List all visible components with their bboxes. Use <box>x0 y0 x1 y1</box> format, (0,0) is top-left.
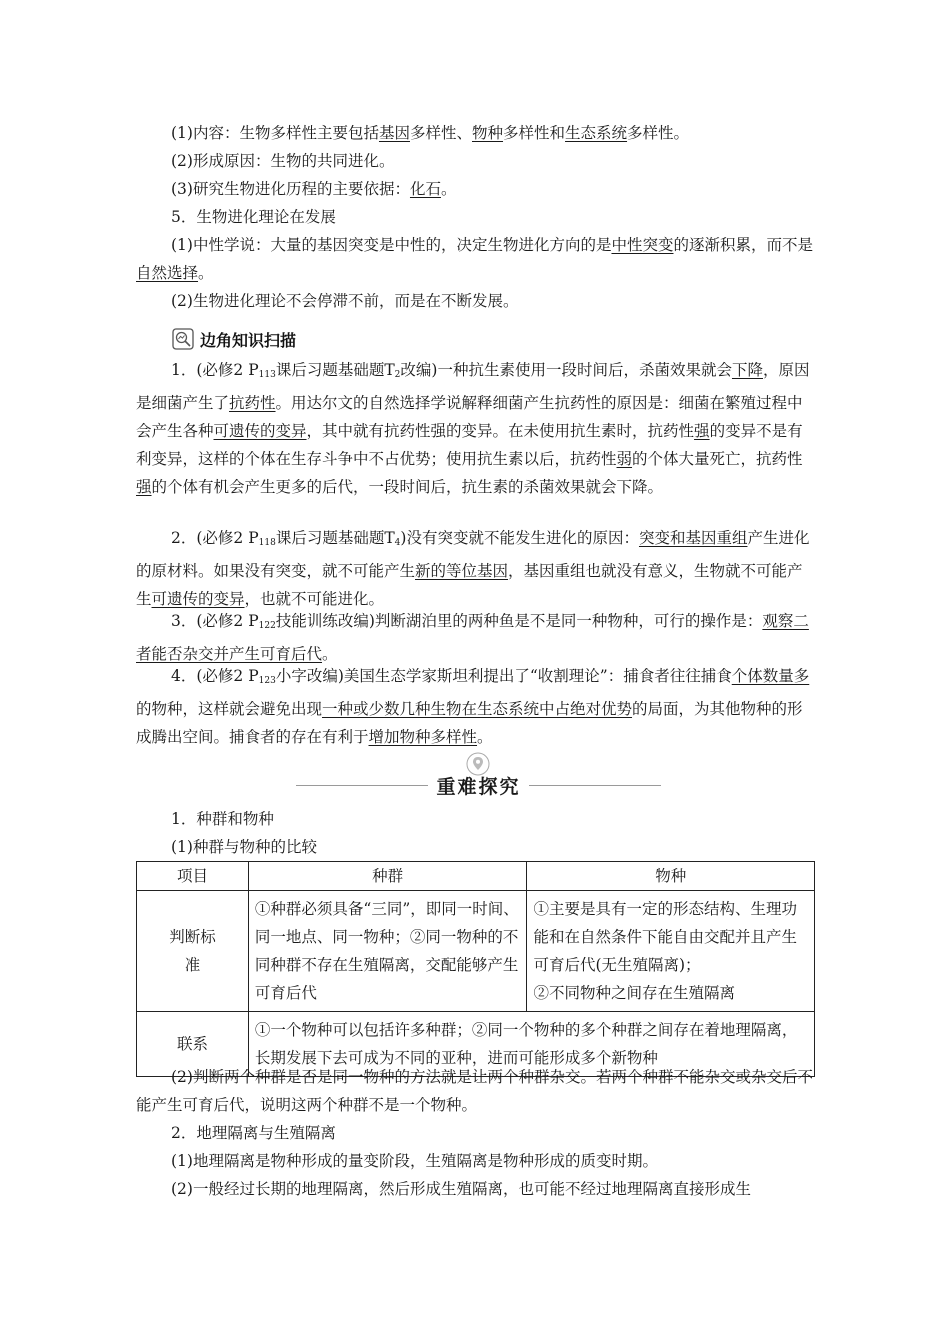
relation-label: 联系 <box>137 1012 249 1077</box>
population-species-table <box>136 861 815 1077</box>
species-population-heading: 1．种群和物种 <box>171 810 274 828</box>
isolation-point-2: (2)一般经过长期的地理隔离，然后形成生殖隔离，也可能不经过地理隔离直接形成生 <box>171 1180 751 1198</box>
relation-text: ①一个物种可以包括许多种群；②同一个物种的多个种群之间存在着地理隔离，长期发展下去可成为不同的亚种，进而可能形成多个新物种 <box>248 1012 814 1077</box>
corner-question-4: 4．(必修2 $P_{123}$小字改编)美国生态学家斯坦利提出了“收割理论”：捕食者往往捕食个体数量多的物种，这样就会避免出现一种或少数几种生物在生态系统中占绝对优势的局面，为其他物种的形成腾出空间。捕食者的存在有利于增加物种多样性。 <box>136 667 810 746</box>
magnifier-chart-icon <box>172 328 194 350</box>
point5-heading: 5．生物进化理论在发展 <box>171 208 336 226</box>
corner-question-1: 1．(必修2 $P_{113}$课后习题基础题$T_2$改编)一种抗生素使用一段时间后，杀菌效果就会下降，原因是细菌产生了抗药性。用达尔文的自然选择学说解释细菌产生抗药性的原因是：细菌在繁殖过程中会产生各种可遗传的变异，其中就有抗药性强的变异。在未使用抗生素时，抗药性强的变异不是有利变异，这样的个体在生存斗争中不占优势；使用抗生素以后，抗药性弱的个体大量死亡，抗药性强的个体有机会产生更多的后代，一段时间后，抗生素的杀菌效果就会下降。 <box>136 361 810 496</box>
corner-question-3: 3．(必修2 $P_{122}$技能训练改编)判断湖泊里的两种鱼是不是同一种物种，可行的操作是：观察二者能否杂交并产生可育后代。 <box>136 612 809 663</box>
neutral-theory-paragraph: (1)中性学说：大量的基因突变是中性的，决定生物进化方向的是中性突变的逐渐积累，而不是自然选择。 <box>136 236 813 282</box>
corner-knowledge-title: 边角知识扫描 <box>200 330 297 350</box>
population-criteria: ①种群必须具备“三同”，即同一时间、同一地点、同一物种；②同一物种的不同种群不存在生殖隔离，交配能够产生可育后代 <box>248 891 527 1012</box>
table-row <box>137 891 815 1012</box>
table-header-cell: 物种 <box>527 862 815 891</box>
theory-developing-line: (2)生物进化理论不会停滞不前，而是在不断发展。 <box>171 292 519 310</box>
table-header-cell: 种群 <box>248 862 527 891</box>
key-difficult-banner <box>296 752 661 802</box>
corner-question-2: 2．(必修2 $P_{118}$课后习题基础题$T_4$)没有突变就不能发生进化的原因：突变和基因重组产生进化的原材料。如果没有突变，就不可能产生新的等位基因，基因重组也就没有意义，生物就不可能产生可遗传的变异，也就不可能进化。 <box>136 529 810 608</box>
species-criteria: ①主要是具有一定的形态结构、生理功能和在自然条件下能自由交配并且产生可育后代(无生殖隔离)； ②不同物种之间存在生殖隔离 <box>527 891 815 1012</box>
criteria-label: 判断标准 <box>137 891 249 1012</box>
formation-cause-line: (2)形成原因：生物的共同进化。 <box>171 152 395 170</box>
table-header-cell: 项目 <box>137 862 249 891</box>
hybridization-method-paragraph: (2)判断两个种群是否是同一物种的方法就是让两个种群杂交。若两个种群不能杂交或杂交后不能产生可育后代，说明这两个种群不是一个物种。 <box>136 1068 813 1114</box>
isolation-point-1: (1)地理隔离是物种形成的量变阶段，生殖隔离是物种形成的质变时期。 <box>171 1152 658 1170</box>
table-header-row <box>137 862 815 891</box>
diversity-content-line: (1)内容：生物多样性主要包括基因多样性、物种多样性和生态系统多样性。 <box>171 124 690 142</box>
isolation-heading: 2．地理隔离与生殖隔离 <box>171 1124 336 1142</box>
corner-knowledge-header <box>172 326 296 352</box>
evidence-line: (3)研究生物进化历程的主要依据：化石。 <box>171 180 457 198</box>
comparison-subheading: (1)种群与物种的比较 <box>171 838 317 856</box>
banner-title: 重难探究 <box>428 776 528 798</box>
